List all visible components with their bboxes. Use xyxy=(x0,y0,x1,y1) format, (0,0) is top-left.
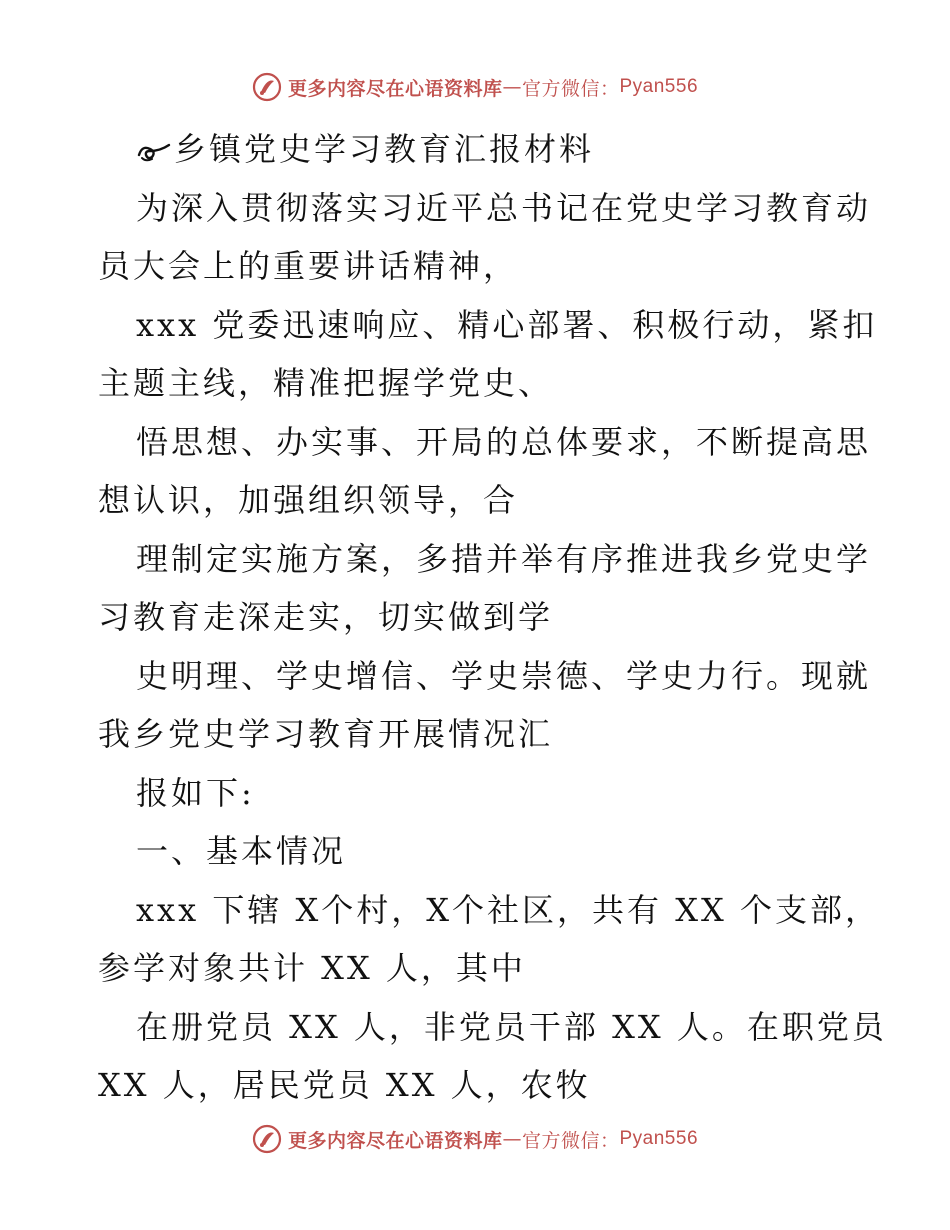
paragraph-line: 员大会上的重要讲话精神， xyxy=(98,247,519,285)
header-banner xyxy=(0,72,950,102)
paragraph-line: 我乡党史学习教育开展情况汇 xyxy=(98,715,554,753)
banner-wechat-id: Pyan556 xyxy=(619,76,699,97)
footer-banner xyxy=(0,1124,950,1154)
banner-dash: — xyxy=(502,76,522,98)
banner-dash: — xyxy=(502,1128,522,1150)
banner-wechat-label: 官方微信： xyxy=(521,77,620,100)
document-title-text: 乡镇党史学习教育汇报材料 xyxy=(174,130,595,168)
seal-logo-icon xyxy=(252,1124,282,1154)
paragraph-line: xxx 下辖 X个村，X个社区，共有 XX 个支部， xyxy=(136,890,880,929)
paragraph-line: xxx 党委迅速响应、精心部署、积极行动，紧扣 xyxy=(136,305,878,344)
paragraph-line: 参学对象共计 XX 人，其中 xyxy=(98,949,526,987)
seal-logo-icon xyxy=(252,72,282,102)
banner-wechat-id: Pyan556 xyxy=(619,1128,699,1149)
banner-wechat-label: 官方微信： xyxy=(521,1129,620,1152)
flourish-icon xyxy=(136,141,172,163)
section-heading: 一、基本情况 xyxy=(136,832,347,870)
document-body xyxy=(98,120,887,1115)
paragraph-line: 理制定实施方案，多措并举有序推进我乡党史学 xyxy=(136,539,872,578)
paragraph-line: 想认识，加强组织领导，合 xyxy=(98,481,519,519)
paragraph-line: 为深入贯彻落实习近平总书记在党史学习教育动 xyxy=(136,188,872,227)
document-title xyxy=(98,120,858,179)
paragraph-line: 在册党员 XX 人，非党员干部 XX 人。在职党员 xyxy=(136,1007,887,1046)
paragraph-line: 报如下: xyxy=(136,773,255,812)
banner-main-text: 更多内容尽在心语资料库 xyxy=(287,1129,503,1152)
paragraph-line: XX 人，居民党员 XX 人，农牧 xyxy=(98,1066,591,1104)
paragraph-line: 习教育走深走实，切实做到学 xyxy=(98,598,554,636)
paragraph-line: 悟思想、办实事、开局的总体要求，不断提高思 xyxy=(136,422,872,461)
paragraph-line: 史明理、学史增信、学史崇德、学史力行。现就 xyxy=(136,656,872,695)
banner-main-text: 更多内容尽在心语资料库 xyxy=(287,77,503,100)
paragraph-line: 主题主线，精准把握学党史、 xyxy=(98,364,554,402)
